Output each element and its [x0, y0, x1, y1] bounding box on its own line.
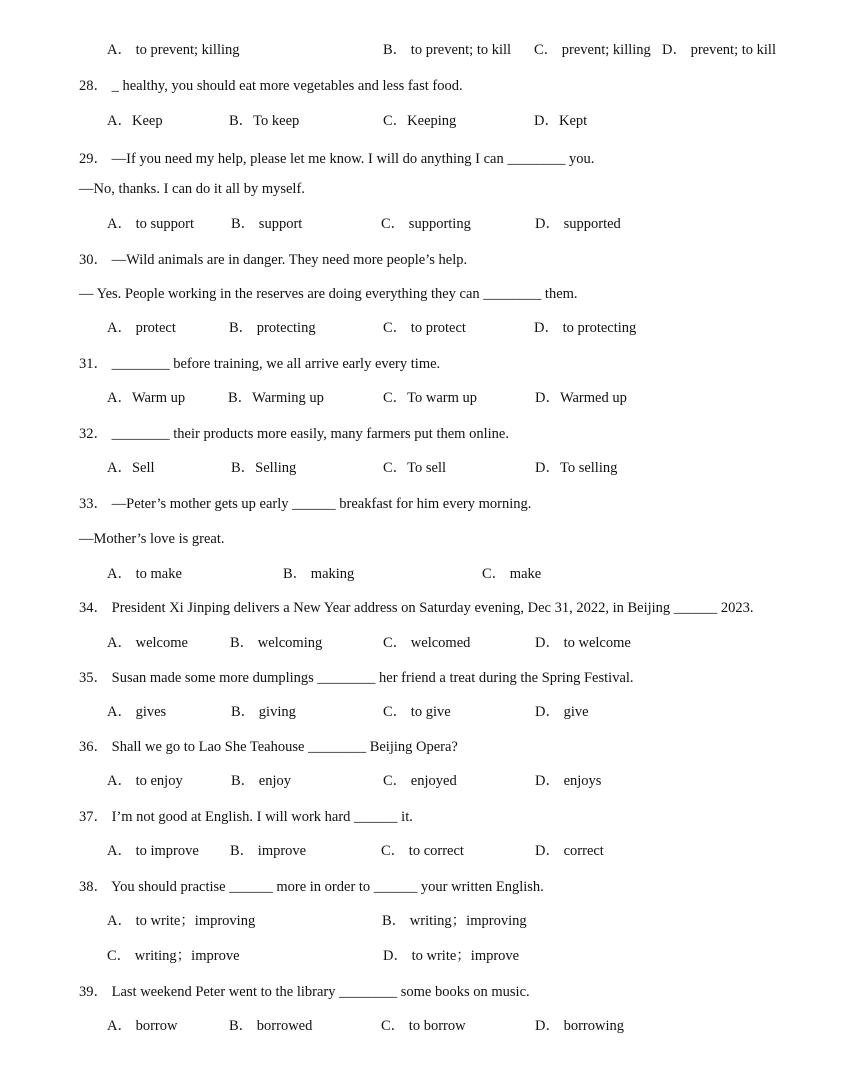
question-line [0, 353, 860, 375]
options-row [0, 317, 860, 339]
option-d: D． prevent; to kill [662, 42, 776, 58]
question-line [0, 667, 860, 689]
option-d: D．Kept [534, 113, 588, 129]
question-text: 31． ________ before training, we all arrive early every time. [79, 356, 441, 372]
options-row [0, 840, 860, 862]
question-text: 32． ________ their products more easily, many farmers put them online. [79, 426, 509, 442]
option-d: D．To selling [535, 460, 618, 476]
question-text: 39． Last weekend Peter went to the library ________ some books on music. [79, 984, 530, 1000]
question-line [0, 876, 860, 898]
option-d: D． to protecting [534, 320, 637, 336]
option-a: A． borrow [107, 1018, 178, 1034]
option-a: A． to support [107, 216, 194, 232]
option-a: A．Sell [107, 460, 155, 476]
question-line [0, 423, 860, 445]
question-line [0, 75, 860, 97]
option-b: B． to prevent; to kill [383, 42, 512, 58]
option-d: D． borrowing [535, 1018, 625, 1034]
question-line [0, 806, 860, 828]
option-b: B． giving [231, 704, 296, 720]
option-d: D． give [535, 704, 589, 720]
option-d: D．Warmed up [535, 390, 627, 406]
option-a: A． gives [107, 704, 167, 720]
question-text: 28． _ healthy, you should eat more vegetables and less fast food. [79, 78, 463, 94]
option-b: B． making [283, 566, 355, 582]
option-b: B． welcoming [230, 635, 323, 651]
question-line [0, 597, 860, 619]
question-text: 34． President Xi Jinping delivers a New Year address on Saturday evening, Dec 31, 2022, in Beijing ______ 2023. [79, 600, 754, 616]
option-c: C． to borrow [381, 1018, 466, 1034]
option-a: A． to enjoy [107, 773, 183, 789]
option-b: B．Warming up [228, 390, 324, 406]
option-d: D． correct [535, 843, 604, 859]
option-a: A． to write；improving [107, 913, 256, 929]
option-c: C．Keeping [383, 113, 457, 129]
answer-text: —No, thanks. I can do it all by myself. [79, 181, 305, 197]
option-b: B． protecting [229, 320, 316, 336]
option-b: B． enjoy [231, 773, 292, 789]
option-a: A．Keep [107, 113, 163, 129]
option-b: B． improve [230, 843, 307, 859]
option-b: B． support [231, 216, 303, 232]
option-c: C． enjoyed [383, 773, 457, 789]
option-d: D． to welcome [535, 635, 631, 651]
option-d: D． supported [535, 216, 621, 232]
option-a: C． writing；improve [107, 948, 240, 964]
option-a: A． welcome [107, 635, 188, 651]
option-c: C．To warm up [383, 390, 478, 406]
options-row [0, 39, 860, 61]
question-text: 35． Susan made some more dumplings ________ her friend a treat during the Spring Festival. [79, 670, 634, 686]
question-line [0, 736, 860, 758]
option-c: C． to protect [383, 320, 466, 336]
option-c: C．To sell [383, 460, 447, 476]
options-row [0, 770, 860, 792]
option-c: C． welcomed [383, 635, 471, 651]
question-text: 29． —If you need my help, please let me know. I will do anything I can ________ you. [79, 151, 595, 167]
option-a: A．Warm up [107, 390, 186, 406]
options-row [0, 213, 860, 235]
option-b: B．Selling [231, 460, 297, 476]
options-row [0, 701, 860, 723]
answer-line [0, 283, 860, 305]
options-row [0, 945, 860, 967]
option-b: B．To keep [229, 113, 300, 129]
answer-text: — Yes. People working in the reserves are doing everything they can ________ them. [79, 286, 578, 302]
option-b: B． writing；improving [382, 913, 527, 929]
question-line [0, 981, 860, 1003]
option-a: A． to make [107, 566, 182, 582]
options-row [0, 563, 860, 585]
options-row [0, 910, 860, 932]
options-row [0, 457, 860, 479]
answer-text: —Mother’s love is great. [79, 531, 225, 547]
options-row [0, 110, 860, 132]
option-b: D． to write；improve [383, 948, 520, 964]
question-text: 30． —Wild animals are in danger. They need more people’s help. [79, 252, 468, 268]
question-text: 36． Shall we go to Lao She Teahouse ________ Beijing Opera? [79, 739, 458, 755]
option-c: C． to give [383, 704, 451, 720]
question-text: 37． I’m not good at English. I will work hard ______ it. [79, 809, 413, 825]
question-text: 33． —Peter’s mother gets up early ______ breakfast for him every morning. [79, 496, 532, 512]
question-line [0, 493, 860, 515]
options-row [0, 387, 860, 409]
option-c: C． make [482, 566, 542, 582]
option-c: C． prevent; killing [534, 42, 651, 58]
option-a: A． to prevent; killing [107, 42, 240, 58]
answer-line [0, 178, 860, 200]
option-c: C． to correct [381, 843, 464, 859]
question-line [0, 148, 860, 170]
question-text: 38． You should practise ______ more in order to ______ your written English. [79, 879, 544, 895]
answer-line [0, 528, 860, 550]
option-d: D． enjoys [535, 773, 602, 789]
option-a: A． to improve [107, 843, 199, 859]
option-c: C． supporting [381, 216, 471, 232]
option-a: A． protect [107, 320, 176, 336]
options-row [0, 1015, 860, 1037]
question-line [0, 249, 860, 271]
option-b: B． borrowed [229, 1018, 313, 1034]
options-row [0, 632, 860, 654]
